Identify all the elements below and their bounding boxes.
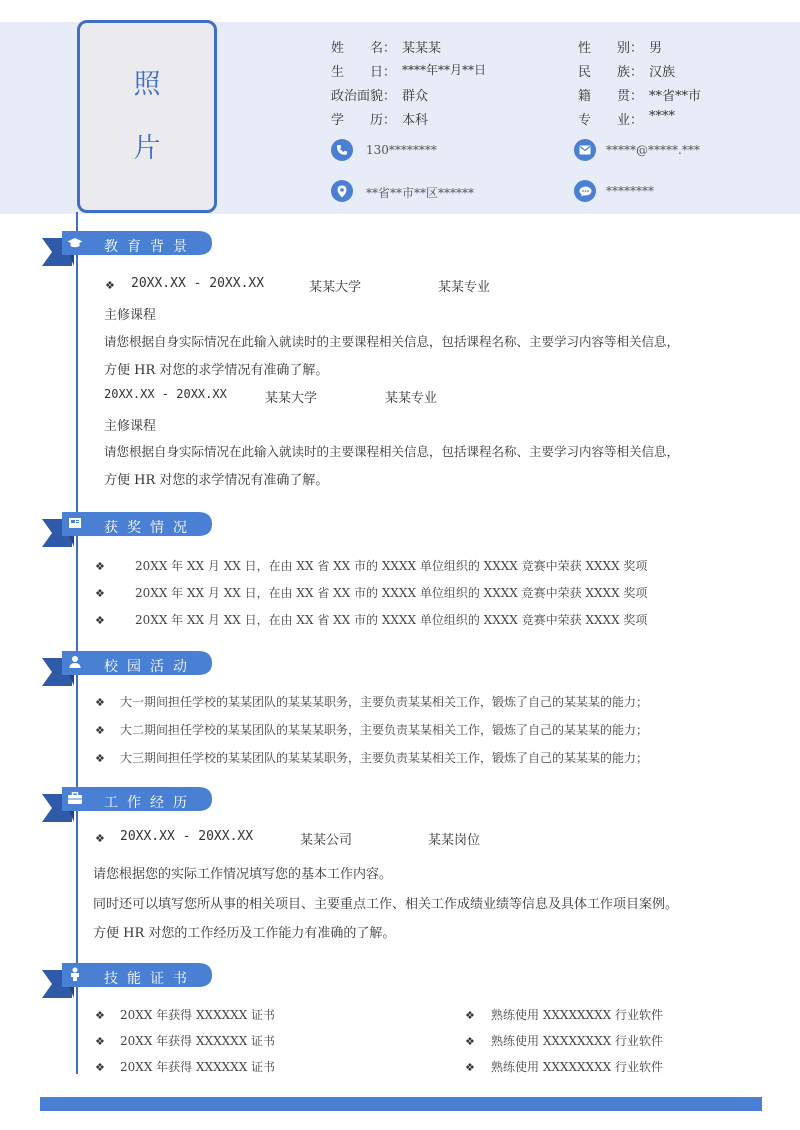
education-2-desc-line1: 请您根据自身实际情况在此输入就读时的主要课程相关信息，包括课程名称、主要学习内容等相关信息， xyxy=(104,444,680,459)
bullet-icon: ❖ xyxy=(465,1061,475,1074)
skill-software-1: 熟练使用 XXXXXXXX 行业软件 xyxy=(491,1008,663,1022)
major-label: 专 业： xyxy=(578,113,644,128)
photo-label-char-1: 照 xyxy=(133,68,161,100)
timeline-line xyxy=(76,212,78,1074)
bullet-icon: ❖ xyxy=(95,1009,105,1022)
work-company: 某某公司 xyxy=(300,833,353,848)
skill-cert-3: 20XX 年获得 XXXXXX 证书 xyxy=(120,1060,276,1074)
skill-software-2: 熟练使用 XXXXXXXX 行业软件 xyxy=(491,1034,663,1048)
skill-cert-2: 20XX 年获得 XXXXXX 证书 xyxy=(120,1034,276,1048)
phone-value[interactable]: 130******** xyxy=(366,143,437,157)
section-title-skills: 技能证书 xyxy=(104,971,196,987)
major-value: **** xyxy=(649,109,675,124)
origin-value: **省**市 xyxy=(649,89,702,104)
section-header-education xyxy=(42,230,212,274)
name-value: 某某某 xyxy=(402,41,442,56)
bullet-icon: ❖ xyxy=(95,1035,105,1048)
education-1-period: 20XX.XX - 20XX.XX xyxy=(131,276,265,291)
gender-value: 男 xyxy=(649,41,663,56)
gender-label: 性 别： xyxy=(578,41,644,56)
location-icon xyxy=(331,180,353,202)
award-item-2: 20XX 年 XX 月 XX 日，在由 XX 省 XX 市的 XXXX 单位组织的 XXXX 竞赛中荣获 XXXX 奖项 xyxy=(135,586,648,600)
award-item-1: 20XX 年 XX 月 XX 日，在由 XX 省 XX 市的 XXXX 单位组织的 XXXX 竞赛中荣获 XXXX 奖项 xyxy=(135,559,648,573)
bullet-icon: ❖ xyxy=(95,560,105,573)
work-desc-line2: 同时还可以填写您所从事的相关项目、主要重点工作、相关工作成绩业绩等信息及具体工作项目案例。 xyxy=(93,897,679,912)
section-title-work: 工作经历 xyxy=(104,795,196,811)
section-title-awards: 获奖情况 xyxy=(104,520,196,536)
bullet-icon: ❖ xyxy=(105,279,115,292)
work-desc-line3: 方便 HR 对您的工作经历及工作能力有准确的了解。 xyxy=(93,926,396,941)
birth-label: 生 日： xyxy=(331,65,397,80)
origin-label: 籍 贯： xyxy=(578,89,644,104)
wechat-value: ******** xyxy=(606,184,654,198)
skill-software-3: 熟练使用 XXXXXXXX 行业软件 xyxy=(491,1060,663,1074)
bullet-icon: ❖ xyxy=(95,696,105,709)
education-2-desc-line2: 方便 HR 对您的求学情况有准确了解。 xyxy=(104,473,329,488)
section-header-campus xyxy=(42,650,212,694)
section-header-awards xyxy=(42,511,212,555)
education-1-desc-line1: 请您根据自身实际情况在此输入就读时的主要课程相关信息，包括课程名称、主要学习内容等相关信息， xyxy=(104,334,680,349)
email-value[interactable]: *****@*****.*** xyxy=(606,143,700,157)
bullet-icon: ❖ xyxy=(95,587,105,600)
politics-value: 群众 xyxy=(402,89,429,104)
chat-icon xyxy=(574,180,596,202)
section-title-education: 教育背景 xyxy=(104,239,196,255)
bullet-icon: ❖ xyxy=(465,1009,475,1022)
work-position: 某某岗位 xyxy=(428,833,481,848)
award-item-3: 20XX 年 XX 月 XX 日，在由 XX 省 XX 市的 XXXX 单位组织的 XXXX 竞赛中荣获 XXXX 奖项 xyxy=(135,613,648,627)
education-level-label: 学 历： xyxy=(331,113,397,128)
campus-item-3: 大三期间担任学校的某某团队的某某某职务，主要负责某某相关工作，锻炼了自己的某某某的能力； xyxy=(120,751,649,765)
education-2-period: 20XX.XX - 20XX.XX xyxy=(104,387,227,401)
bullet-icon: ❖ xyxy=(465,1035,475,1048)
education-1-courses-label: 主修课程 xyxy=(104,308,157,323)
education-1-desc-line2: 方便 HR 对您的求学情况有准确了解。 xyxy=(104,363,329,378)
bullet-icon: ❖ xyxy=(95,1061,105,1074)
footer-bar xyxy=(40,1097,762,1111)
name-label: 姓 名： xyxy=(331,41,397,56)
phone-icon xyxy=(331,139,353,161)
campus-item-1: 大一期间担任学校的某某团队的某某某职务，主要负责某某相关工作，锻炼了自己的某某某的能力； xyxy=(120,695,649,709)
bullet-icon: ❖ xyxy=(95,724,105,737)
education-1-school: 某某大学 xyxy=(309,280,362,295)
education-level-value: 本科 xyxy=(402,113,429,128)
education-2-courses-label: 主修课程 xyxy=(104,419,157,434)
bullet-icon: ❖ xyxy=(95,752,105,765)
birth-value: ****年**月**日 xyxy=(402,63,487,77)
bullet-icon: ❖ xyxy=(95,614,105,627)
politics-label: 政治面貌： xyxy=(331,89,397,104)
work-period: 20XX.XX - 20XX.XX xyxy=(120,829,254,844)
bullet-icon: ❖ xyxy=(95,832,105,845)
education-2-major: 某某专业 xyxy=(385,391,438,406)
ethnic-label: 民 族： xyxy=(578,65,644,80)
section-title-campus: 校园活动 xyxy=(104,659,196,675)
photo-label-char-2: 片 xyxy=(133,132,161,164)
campus-item-2: 大二期间担任学校的某某团队的某某某职务，主要负责某某相关工作，锻炼了自己的某某某的能力； xyxy=(120,723,649,737)
address-value: **省**市**区****** xyxy=(366,186,475,200)
education-2-school: 某某大学 xyxy=(265,391,318,406)
ethnic-value: 汉族 xyxy=(649,65,676,80)
section-header-skills xyxy=(42,962,212,1006)
photo-placeholder[interactable] xyxy=(77,20,217,213)
education-1-major: 某某专业 xyxy=(438,280,491,295)
work-desc-line1: 请您根据您的实际工作情况填写您的基本工作内容。 xyxy=(93,867,393,882)
skill-cert-1: 20XX 年获得 XXXXXX 证书 xyxy=(120,1008,276,1022)
mail-icon xyxy=(574,139,596,161)
section-header-work xyxy=(42,786,212,830)
